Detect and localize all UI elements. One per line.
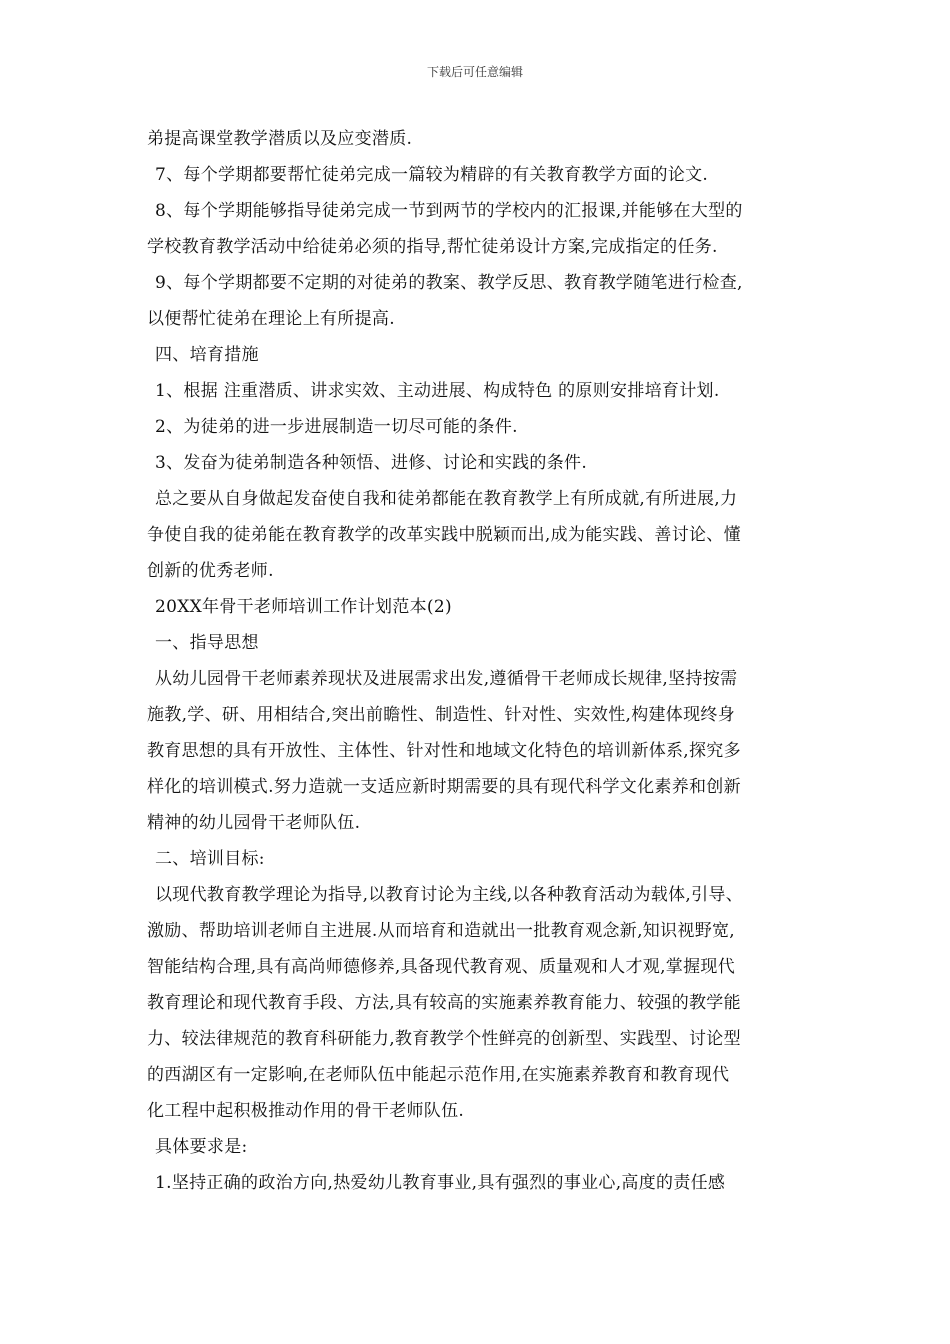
text-line: 以便帮忙徒弟在理论上有所提高. xyxy=(147,309,395,329)
text-line: 3、发奋为徒弟制造各种领悟、进修、讨论和实践的条件. xyxy=(155,453,588,473)
text-line: 智能结构合理,具有高尚师德修养,具备现代教育观、质量观和人才观,掌握现代 xyxy=(147,957,736,977)
text-line: 2、为徒弟的进一步进展制造一切尽可能的条件. xyxy=(155,417,518,437)
text-line: 1.坚持正确的政治方向,热爱幼儿教育事业,具有强烈的事业心,高度的责任感 xyxy=(155,1173,726,1193)
text-line: 的西湖区有一定影响,在老师队伍中能起示范作用,在实施素养教育和教育现代 xyxy=(147,1065,730,1085)
text-line: 创新的优秀老师. xyxy=(147,561,274,581)
text-line: 化工程中起积极推动作用的骨干老师队伍. xyxy=(147,1101,465,1121)
text-line: 二、培训目标: xyxy=(155,849,265,869)
text-line: 学校教育教学活动中给徒弟必须的指导,帮忙徒弟设计方案,完成指定的任务. xyxy=(147,237,718,257)
text-line: 1、根据 注重潜质、讲求实效、主动进展、构成特色 的原则安排培育计划. xyxy=(155,381,720,401)
text-line: 施教,学、研、用相结合,突出前瞻性、制造性、针对性、实效性,构建体现终身 xyxy=(147,705,736,725)
text-line: 样化的培训模式.努力造就一支适应新时期需要的具有现代科学文化素养和创新 xyxy=(147,777,741,797)
text-line: 教育理论和现代教育手段、方法,具有较高的实施素养教育能力、较强的教学能 xyxy=(147,993,741,1013)
text-line: 激励、帮助培训老师自主进展.从而培育和造就出一批教育观念新,知识视野宽, xyxy=(147,921,736,941)
text-line: 从幼儿园骨干老师素养现状及进展需求出发,遵循骨干老师成长规律,坚持按需 xyxy=(155,669,738,689)
page-header: 下载后可任意编辑 xyxy=(426,65,523,79)
text-line: 一、指导思想 xyxy=(155,633,259,653)
text-line: 精神的幼儿园骨干老师队伍. xyxy=(147,813,361,833)
text-line: 8、每个学期能够指导徒弟完成一节到两节的学校内的汇报课,并能够在大型的 xyxy=(155,201,743,221)
text-line: 20XX年骨干老师培训工作计划范本(2) xyxy=(155,597,452,617)
text-line: 争使自我的徒弟能在教育教学的改革实践中脱颖而出,成为能实践、善讨论、懂 xyxy=(147,525,741,545)
text-line: 教育思想的具有开放性、主体性、针对性和地域文化特色的培训新体系,探究多 xyxy=(147,741,741,761)
text-line: 7、每个学期都要帮忙徒弟完成一篇较为精辟的有关教育教学方面的论文. xyxy=(155,165,709,185)
text-line: 9、每个学期都要不定期的对徒弟的教案、教学反思、教育教学随笔进行检查, xyxy=(155,273,743,293)
text-line: 力、较法律规范的教育科研能力,教育教学个性鲜亮的创新型、实践型、讨论型 xyxy=(147,1029,741,1049)
text-line: 四、培育措施 xyxy=(155,345,259,365)
text-line: 弟提高课堂教学潜质以及应变潜质. xyxy=(147,129,413,149)
text-line: 以现代教育教学理论为指导,以教育讨论为主线,以各种教育活动为载体,引导、 xyxy=(155,885,744,905)
document-body xyxy=(147,121,807,1201)
text-line: 总之要从自身做起发奋使自我和徒弟都能在教育教学上有所成就,有所进展,力 xyxy=(155,489,738,509)
text-line: 具体要求是: xyxy=(155,1137,248,1157)
